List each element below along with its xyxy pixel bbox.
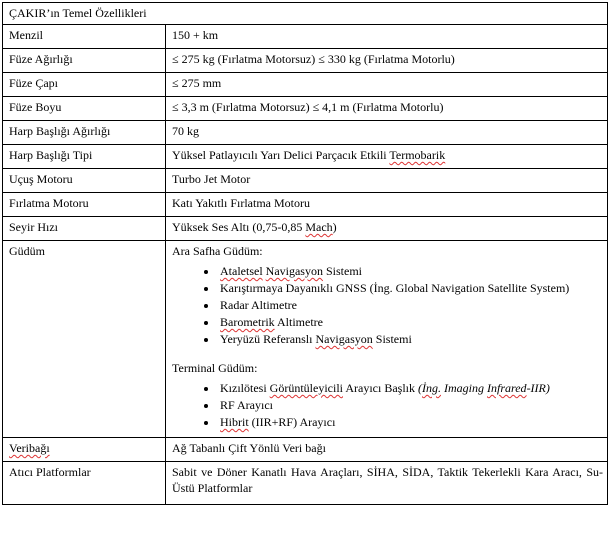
row-label: Füze Çapı xyxy=(3,73,166,97)
list-item: • RF Arayıcı xyxy=(218,397,603,413)
spellcheck-word: Hibrit xyxy=(220,415,249,429)
midcourse-list xyxy=(172,263,603,347)
row-value: Katı Yakıtlı Fırlatma Motoru xyxy=(166,193,608,217)
table-row xyxy=(3,145,608,169)
row-value-text: Yüksek Ses Altı (0,75-0,85 xyxy=(172,220,306,234)
row-value xyxy=(166,217,608,241)
guidance-value xyxy=(166,241,608,438)
midcourse-title: Ara Safha Güdüm: xyxy=(172,244,263,258)
row-value: ≤ 275 mm xyxy=(166,73,608,97)
row-label: Uçuş Motoru xyxy=(3,169,166,193)
row-value xyxy=(166,145,608,169)
row-label: Harp Başlığı Tipi xyxy=(3,145,166,169)
spellcheck-word: Barometrik xyxy=(220,315,275,329)
spellcheck-word: Veribağı xyxy=(9,441,50,455)
table-title xyxy=(3,3,608,25)
spellcheck-word: Navigasyon xyxy=(265,264,323,278)
row-label: Harp Başlığı Ağırlığı xyxy=(3,121,166,145)
spellcheck-word: Ataletsel xyxy=(220,264,263,278)
terminal-list xyxy=(172,380,603,430)
table-row xyxy=(3,121,608,145)
row-value: Sabit ve Döner Kanatlı Hava Araçları, SİHA, SİDA, Taktik Tekerlekli Kara Aracı, Su-Üstü Platformlar xyxy=(166,462,608,505)
spellcheck-word: İng. xyxy=(422,381,441,395)
row-label: Atıcı Platformlar xyxy=(3,462,166,505)
list-item: • Radar Altimetre xyxy=(218,297,603,313)
list-text: Yeryüzü Referanslı xyxy=(220,332,316,346)
italic-text xyxy=(418,381,550,395)
list-text: Imaging xyxy=(441,381,487,395)
list-item xyxy=(218,331,603,347)
row-value: Ağ Tabanlı Çift Yönlü Veri bağı xyxy=(166,438,608,462)
table-row xyxy=(3,25,608,49)
terminal-title: Terminal Güdüm: xyxy=(172,361,258,375)
row-value-text: Yüksel Patlayıcılı Yarı Delici Parçacık Etkili xyxy=(172,148,390,162)
table-row xyxy=(3,193,608,217)
table-row xyxy=(3,438,608,462)
row-value: Turbo Jet Motor xyxy=(166,169,608,193)
row-label: Menzil xyxy=(3,25,166,49)
list-text: (IIR+RF) Arayıcı xyxy=(248,415,336,429)
row-value: ≤ 3,3 m (Fırlatma Motorsuz) ≤ 4,1 m (Fırlatma Motorlu) xyxy=(166,97,608,121)
list-item xyxy=(218,380,603,396)
row-value: 150 + km xyxy=(166,25,608,49)
specifications-table xyxy=(2,2,608,505)
list-item xyxy=(218,314,603,330)
list-text: Kızılötesi xyxy=(220,381,270,395)
guidance-row xyxy=(3,241,608,438)
table-row xyxy=(3,462,608,505)
row-value: 70 kg xyxy=(166,121,608,145)
list-item xyxy=(218,414,603,430)
table-row xyxy=(3,97,608,121)
list-text: ( xyxy=(418,381,422,395)
spellcheck-word: Görüntüleyicili xyxy=(269,381,343,395)
row-label: Füze Ağırlığı xyxy=(3,49,166,73)
spellcheck-word: Infrared xyxy=(487,381,527,395)
table-row xyxy=(3,169,608,193)
spellcheck-word: Mach xyxy=(305,220,333,234)
spellcheck-word: Navigasyon xyxy=(315,332,373,346)
list-text: Sistemi xyxy=(372,332,412,346)
table-row xyxy=(3,49,608,73)
row-label: Seyir Hızı xyxy=(3,217,166,241)
table-row xyxy=(3,217,608,241)
table-row xyxy=(3,73,608,97)
list-text: -IIR) xyxy=(526,381,550,395)
spellcheck-word: Termobarik xyxy=(389,148,446,162)
list-text: Sistemi xyxy=(322,264,362,278)
row-label xyxy=(3,438,166,462)
row-value-text: ) xyxy=(332,220,337,234)
list-text: Altimetre xyxy=(274,315,323,329)
row-value: ≤ 275 kg (Fırlatma Motorsuz) ≤ 330 kg (Fırlatma Motorlu) xyxy=(166,49,608,73)
list-item xyxy=(218,263,603,279)
table-title-text: ÇAKIR’ın Temel Özellikleri xyxy=(9,6,147,20)
list-item: • Karıştırmaya Dayanıklı GNSS (İng. Global Navigation Satellite System) xyxy=(218,280,603,296)
list-text: Arayıcı Başlık xyxy=(343,381,418,395)
row-label: Fırlatma Motoru xyxy=(3,193,166,217)
row-label: Güdüm xyxy=(3,241,166,438)
row-label: Füze Boyu xyxy=(3,97,166,121)
